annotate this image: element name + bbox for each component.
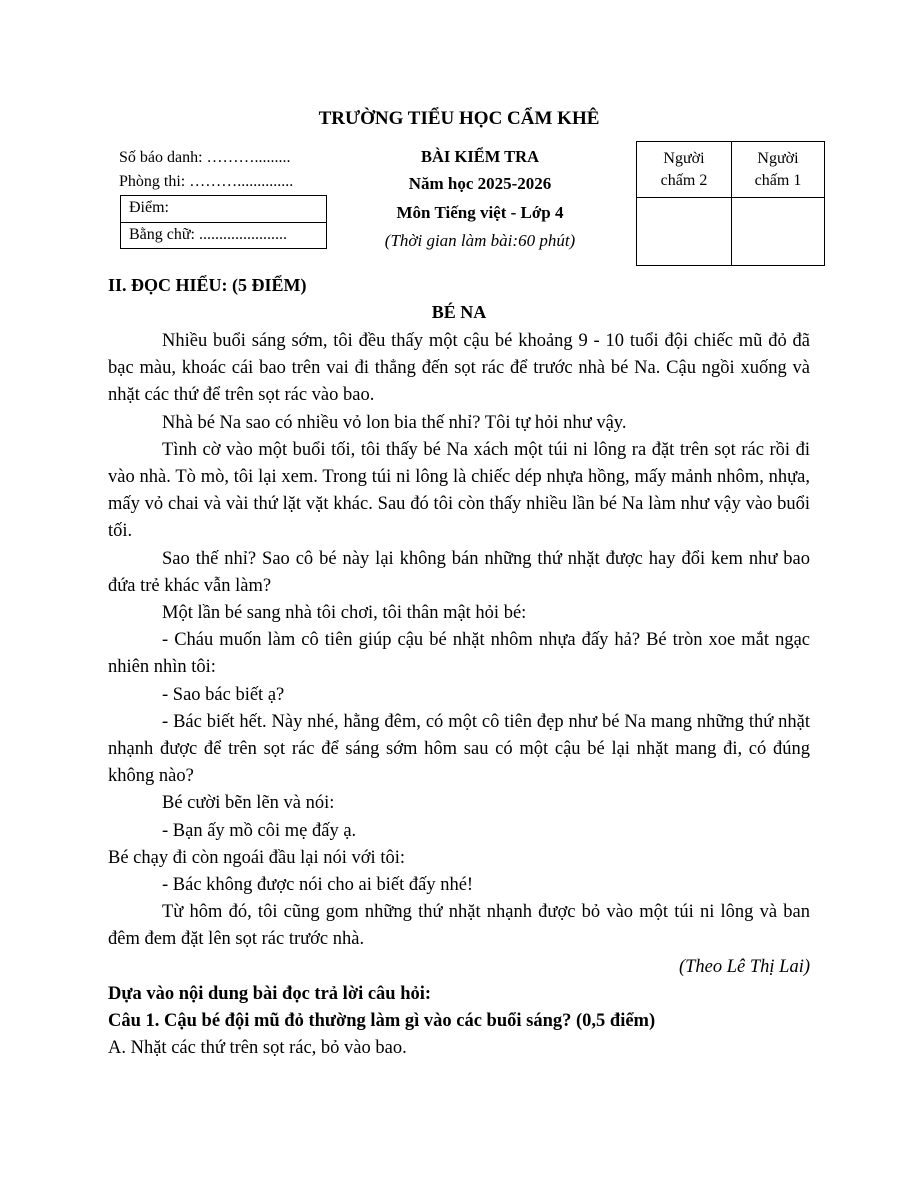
story-paragraph: - Cháu muốn làm cô tiên giúp cậu bé nhặt nhôm nhựa đấy hả? Bé tròn xoe mắt ngạc nhiên nhìn tôi: [108,630,810,678]
score-field: Điểm: [129,199,169,216]
school-year: Năm học 2025-2026 [408,174,552,193]
story-paragraph: - Sao bác biết ạ? [162,684,285,705]
section-title: II. ĐỌC HIỂU: (5 ĐIỂM) [108,275,307,295]
grader-2-header [637,142,732,198]
question-1: Câu 1. Cậu bé đội mũ đỏ thường làm gì vào các buổi sáng? (0,5 điểm) [108,1011,656,1032]
story-paragraph: - Bạn ấy mồ côi mẹ đấy ạ. [162,820,357,841]
grader-1-signature-cell [732,198,825,266]
story-paragraph: Tình cờ vào một buổi tối, tôi thấy bé Na xách một túi ni lông ra đặt trên sọt rác rồi đi vào nhà. Tò mò, tôi lại xem. Trong túi ni lông là chiếc dép nhựa hồng, mấy mảnh nhôm, nhựa, mấy vỏ chai và vài thứ lặt vặt khác. Sau đó tôi còn thấy nhiều lần bé Na làm như vậy vào buổi tối. [108,439,810,542]
story-paragraph: Nhiều buổi sáng sớm, tôi đều thấy một cậu bé khoảng 9 - 10 tuổi đội chiếc mũ đỏ đã bạc màu, khoác cái bao trên vai đi thẳng đến sọt rác để trước nhà bé Na. Cậu ngồi xuống và nhặt các thứ để trên sọt rác vào bao. [108,331,810,406]
story-paragraph: Sao thế nhỉ? Sao cô bé này lại không bán những thứ nhặt được hay đổi kem như bao đứa trẻ khác vẫn làm? [108,548,810,596]
grader-1-label-line2: chấm 1 [754,171,802,189]
grader-2-signature-cell [637,198,732,266]
story-paragraph: Một lần bé sang nhà tôi chơi, tôi thân mật hỏi bé: [162,603,527,624]
grader-1-label-line1: Người [757,149,799,167]
score-box [120,195,327,249]
exam-header [340,143,620,255]
grader-1-header [732,142,825,198]
exam-room-field: Phòng thi: ……….............. [119,173,294,190]
candidate-number-field: Số báo danh: ………......... [119,149,291,166]
story-paragraph: Bé chạy đi còn ngoái đầu lại nói với tôi: [108,847,405,868]
story-paragraph: Từ hôm đó, tôi cũng gom những thứ nhặt nhạnh được bỏ vào một túi ni lông và ban đêm đem đặt lên sọt rác trước nhà. [108,902,810,950]
questions-instruction: Dựa vào nội dung bài đọc trả lời câu hỏi: [108,983,432,1004]
story-title: BÉ NA [431,302,487,322]
story-source: (Theo Lê Thị Lai) [678,956,810,977]
story-paragraph: Nhà bé Na sao có nhiều vỏ lon bia thế nhỉ? Tôi tự hỏi như vậy. [162,412,627,433]
graders-table [636,141,825,266]
question-1-option-a: A. Nhặt các thứ trên sọt rác, bỏ vào bao. [108,1038,407,1059]
story-paragraph: - Bác biết hết. Này nhé, hằng đêm, có một cô tiên đẹp như bé Na mang những thứ nhặt nhạnh được để trên sọt rác để sáng sớm hôm sau có một cậu bé lại nhặt mang đi, có đúng không nào? [108,711,810,787]
story-paragraph: Bé cười bẽn lẽn và nói: [162,793,335,814]
exam-title: BÀI KIỂM TRA [421,147,539,166]
grader-2-label-line2: chấm 2 [660,171,708,189]
score-in-words-field: Bằng chữ: ...................... [121,222,326,248]
school-name: TRƯỜNG TIỂU HỌC CẨM KHÊ [318,108,600,129]
time-limit: (Thời gian làm bài:60 phút) [384,231,576,250]
story-body [108,328,810,1062]
story-paragraph: - Bác không được nói cho ai biết đấy nhé! [162,875,474,896]
subject: Môn Tiếng việt - Lớp 4 [396,203,564,222]
grader-2-label-line1: Người [663,149,705,167]
candidate-info [119,146,329,194]
